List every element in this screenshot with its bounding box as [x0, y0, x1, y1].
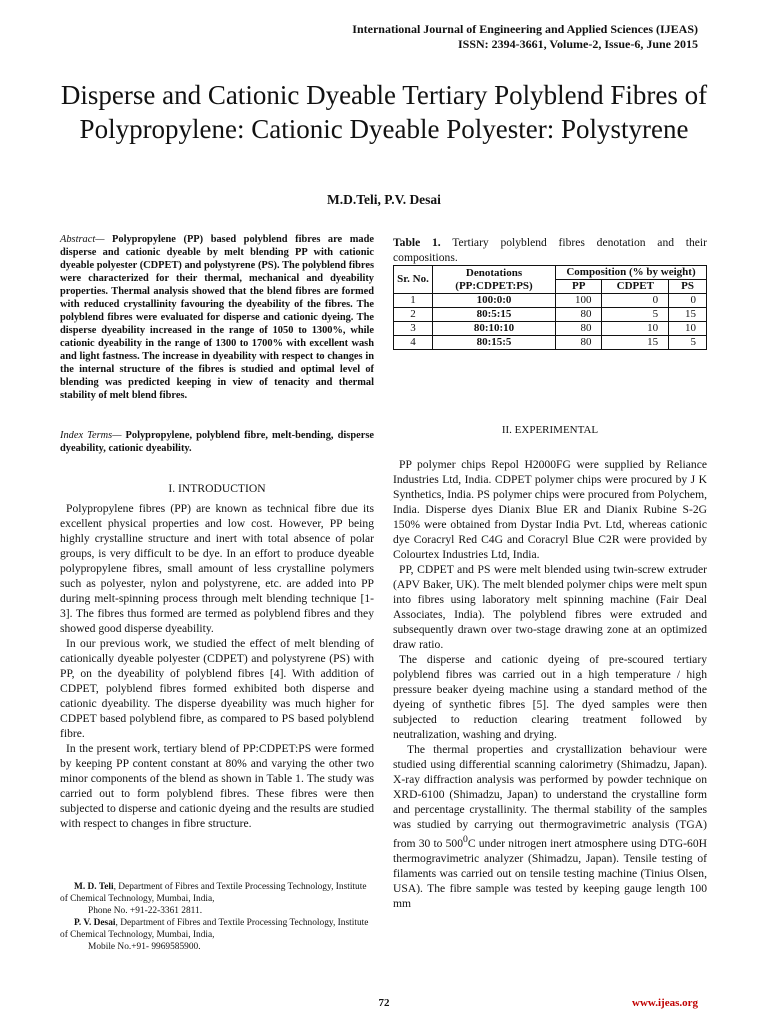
table-cell: 80:15:5: [433, 336, 556, 350]
table-row: [394, 322, 707, 336]
author2-name: P. V. Desai: [74, 918, 116, 928]
index-terms-label: Index Terms—: [60, 430, 122, 441]
paper-authors: M.D.Teli, P.V. Desai: [327, 192, 441, 207]
table-header-ps: PS: [669, 280, 707, 294]
experimental-paragraph: The disperse and cationic dyeing of pre-scoured tertiary polyblend fibres was carried out in a high temperature / high pressure beaker dyeing machine using a standard method of the dyeing of synthetic fibres [5]. The dyed samples were then subjected to reduction clearing treatment followed by neutralization, washing and drying.: [393, 653, 707, 741]
author1-affiliation: , Department of Fibres and Textile Processing Technology, Institute of Chemical Technology, Mumbai, India,: [60, 882, 367, 904]
table-header-pp: PP: [556, 280, 602, 294]
table-row: [394, 308, 707, 322]
journal-header: [352, 22, 698, 52]
experimental-paragraph: PP, CDPET and PS were melt blended using twin-screw extruder (APV Baker, UK). The melt blended polymer chips were melt spun into fibres using laboratory melt spinning machine (Fair Deal Associates, India). The polyblend fibres were extruded and subsequently drawn over two-stage drawing zone at an optimized draw ratio.: [393, 563, 707, 651]
table-caption: [393, 235, 707, 265]
table-cell: 80: [556, 336, 602, 350]
experimental-paragraph: PP polymer chips Repol H2000FG were supplied by Reliance Industries Ltd, India. CDPET polymer chips were procured by J K Synthetics, India. PS polymer chips were procured from Polychem, India. Disperse dyes Dianix Blue ER and Dianix Rubine S-2G 150% were obtained from Dystar India Pvt. Ltd, whereas cationic dye Coracryl Red C4G and Coracryl Blue C2R were provided by Colourtex Industries Ltd, India.: [393, 458, 707, 561]
table-cell: 80: [556, 308, 602, 322]
experimental-paragraph: [393, 742, 707, 911]
author-footnote: [60, 881, 374, 953]
intro-paragraph: Polypropylene fibres (PP) are known as technical fibre due its excellent physical properties and low cost. However, PP being highly crystalline structure and inert with total absence of polar groups, is very difficult to be dye. In an effort to produce dyeable polypropylene fibres, small amount of less crystalline polymers such as polyester, nylon and polystyrene, etc. are added into PP during melt-spinning process through melt blending technique [1-3]. The fibres thus formed are termed as polyblend fibres and they showed good disperse dyeability.: [60, 502, 374, 635]
table-row: [394, 294, 707, 308]
table-cell: 10: [669, 322, 707, 336]
author1-phone: Phone No. +91-22-3361 2811.: [88, 906, 203, 916]
table-cell: 2: [394, 308, 433, 322]
author2-affiliation: , Department of Fibres and Textile Processing Technology, Institute of Chemical Technology, Mumbai, India,: [60, 918, 369, 940]
table-caption-text: Tertiary polyblend fibres denotation and their compositions.: [393, 236, 708, 264]
table-cell: 15: [669, 308, 707, 322]
table-cell: 80:10:10: [433, 322, 556, 336]
superscript: 0: [463, 834, 468, 845]
table-header-cdpet: CDPET: [602, 280, 669, 294]
abstract-text: Polypropylene (PP) based polyblend fibres are made disperse and cationic dyeable by melt blending PP with cationic dyeable polyester (CDPET) and polystyrene (PS). The polyblend fibres were characterized for their thermal, mechanical and dyeability properties. Thermal analysis showed that the blend fibres are formed with reduced crystallinity favouring the dyeability of the fibres. The polyblend fibres were evaluated for disperse and cationic dyeing. The disperse dyeability increased in the range of 1050 to 1300%, while cationic dyeability in the range of 1300 to 1700% with excellent wash and light fastness. The increase in dyeability with respect to changes in the internal structure of the fibres is studied and optimal level of blending was predicted keeping in view of tenacity and thermal stability of melt blend fibres.: [60, 234, 374, 401]
journal-issn: ISSN: 2394-3661, Volume-2, Issue-6, June 2015: [457, 37, 698, 51]
experimental-text: The thermal properties and crystallization behaviour were studied using differential scanning calorimetry (Shimadzu, Japan). X-ray diffraction analysis was performed by powder technique on XRD-6100 (Shimadzu, Japan) to understand the crystalline form and percentage crystallinity. The thermal stability of the samples was studied by carrying out thermogravimetric analysis (TGA) from 30 to 500: [393, 743, 707, 850]
experimental-body: [393, 457, 707, 911]
table-cell: 100: [556, 294, 602, 308]
index-terms-text: Polypropylene, polyblend fibre, melt-bending, disperse dyeability, cationic dyeability.: [60, 430, 374, 454]
table-cell: 0: [602, 294, 669, 308]
table-header-composition: Composition (% by weight): [556, 266, 707, 280]
introduction-heading: I. INTRODUCTION: [168, 482, 266, 495]
table-caption-label: Table 1.: [393, 236, 441, 249]
index-terms: [60, 429, 374, 455]
page-number: 72: [378, 997, 390, 1009]
intro-paragraph: In our previous work, we studied the effect of melt blending of cationically dyeable polyester (CDPET) and polystyrene (PS) with PP, on the dyeability of polyblend fibres [4]. With addition of CDPET, polyblend fibres formed exhibited both disperse and cationic dyeability. The disperse dyeability was much higher for CDPET based polyblend fibre, as compared to PS based polyblend fibre.: [60, 637, 374, 740]
table-cell: 80: [556, 322, 602, 336]
experimental-heading: II. EXPERIMENTAL: [501, 424, 599, 436]
paper-title: Disperse and Cationic Dyeable Tertiary Polyblend Fibres of Polypropylene: Cationic Dyeable Polyester: Polystyrene: [60, 80, 708, 144]
table-cell: 4: [394, 336, 433, 350]
table-header-sr: Sr. No.: [394, 266, 433, 294]
table-cell: 0: [669, 294, 707, 308]
table-cell: 10: [602, 322, 669, 336]
table-header-denotations: Denotations (PP:CDPET:PS): [433, 266, 556, 294]
introduction-body: [60, 501, 374, 831]
abstract: [60, 233, 374, 402]
table-cell: 5: [602, 308, 669, 322]
table-cell: 15: [602, 336, 669, 350]
table-cell: 5: [669, 336, 707, 350]
journal-website: www.ijeas.org: [632, 997, 698, 1009]
table-cell: 100:0:0: [433, 294, 556, 308]
table-row: [394, 336, 707, 350]
author2-phone: Mobile No.+91- 9969585900.: [88, 942, 201, 952]
table-cell: 1: [394, 294, 433, 308]
experimental-text: C under nitrogen inert atmosphere using DTG-60H thermogravimetric analyzer (Shimadzu, Japan). Tensile testing of filaments was carried out on tensile testing machine (Tinius Olsen, USA). The fibre sample was tested by keeping gauge length 100 mm: [393, 836, 708, 910]
abstract-label: Abstract—: [60, 234, 105, 245]
journal-name: International Journal of Engineering and Applied Sciences (IJEAS): [352, 22, 698, 36]
composition-table: [393, 265, 707, 350]
table-cell: 3: [394, 322, 433, 336]
intro-paragraph: In the present work, tertiary blend of PP:CDPET:PS were formed by keeping PP content constant at 80% and varying the other two minor components of the blend as shown in Table 1. The study was carried out to form polyblend fibres. These fibres were then subjected to disperse and cationic dyeing and the results are studied with respect to changes in fibre structure.: [60, 742, 374, 830]
table-cell: 80:5:15: [433, 308, 556, 322]
author1-name: M. D. Teli: [74, 882, 114, 892]
